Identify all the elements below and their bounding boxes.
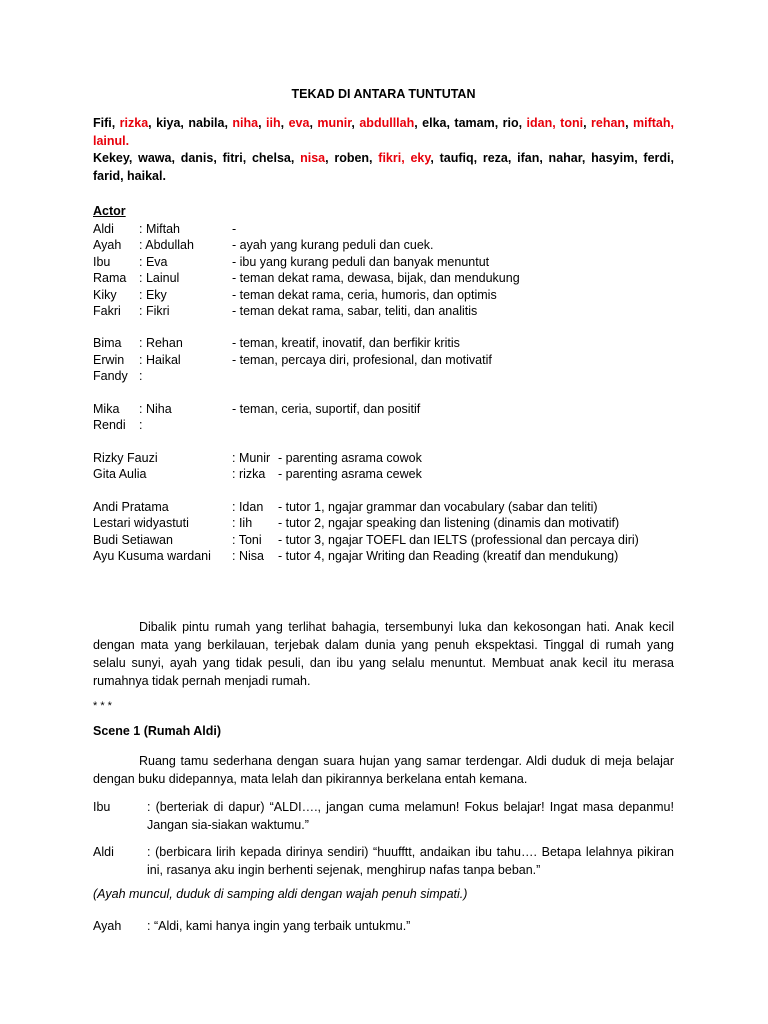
role-desc: - tutor 3, ngajar TOEFL dan IELTS (professional dan percaya diri) <box>278 533 639 547</box>
actor-desc: - teman, percaya diri, profesional, dan motivatif <box>232 353 492 367</box>
speaker: Ibu <box>93 800 111 814</box>
actor-name: Bima <box>93 336 122 350</box>
actor-name: Rendi <box>93 418 126 432</box>
role-player: : Nisa <box>232 549 264 563</box>
stage-direction: (Ayah muncul, duduk di samping aldi dengan wajah penuh simpati.) <box>93 887 468 901</box>
cast-name-highlighted: fikri, eky <box>378 151 431 165</box>
actor-desc: - teman dekat rama, dewasa, bijak, dan mendukung <box>232 271 520 285</box>
cast-list-1 <box>93 115 674 150</box>
cast-name: , kiya, nabila, <box>148 116 233 130</box>
role-player: : Iih <box>232 516 253 530</box>
cast-name-highlighted: iih <box>266 116 281 130</box>
actor-player: : Miftah <box>139 222 180 236</box>
role-player: : Munir <box>232 451 271 465</box>
actor-desc: - ibu yang kurang peduli dan banyak menuntut <box>232 255 490 269</box>
cast-name-highlighted: rehan <box>591 116 626 130</box>
actor-player: : Fikri <box>139 304 170 318</box>
role-name: Budi Setiawan <box>93 533 173 547</box>
role-name: Lestari widyastuti <box>93 516 189 530</box>
actor-player: : <box>139 418 143 432</box>
cast-name-highlighted: munir <box>317 116 352 130</box>
speaker: Aldi <box>93 845 114 859</box>
cast-name: , roben, <box>325 151 379 165</box>
cast-name-highlighted: eva <box>288 116 310 130</box>
role-player: : rizka <box>232 467 266 481</box>
cast-name-highlighted: nisa <box>300 151 326 165</box>
actor-desc: - teman dekat rama, sabar, teliti, dan analitis <box>232 304 478 318</box>
role-desc: - parenting asrama cowok <box>278 451 422 465</box>
role-desc: - tutor 1, ngajar grammar dan vocabulary (sabar dan teliti) <box>278 500 598 514</box>
scene-separator: * * * <box>93 700 112 712</box>
cast-name-highlighted: abdulllah <box>359 116 415 130</box>
dialog-line: : (berbicara lirih kepada dirinya sendiri) “huufftt, andaikan ibu tahu…. Betapa lelahnya pikiran ini, rasanya aku ingin berhenti sejenak, menghirup nafas tanpa beban.” <box>147 845 674 877</box>
dialog-ayah <box>93 917 674 935</box>
cast-name-highlighted: miftah, lainul. <box>93 116 674 148</box>
cast-name-highlighted: rizka <box>119 116 149 130</box>
role-player: : Toni <box>232 533 262 547</box>
cast-name-highlighted: niha <box>232 116 259 130</box>
actor-desc: - teman dekat rama, ceria, humoris, dan optimis <box>232 288 497 302</box>
actor-player: : Niha <box>139 402 172 416</box>
actor-name: Fakri <box>93 304 121 318</box>
cast-name: , <box>583 116 592 130</box>
cast-name: , <box>625 116 633 130</box>
cast-name: , <box>258 116 267 130</box>
actor-name: Ayah <box>93 238 122 252</box>
actor-desc: - teman, kreatif, inovatif, dan berfikir kritis <box>232 336 460 350</box>
cast-name: Fifi, <box>93 116 120 130</box>
role-player: : Idan <box>232 500 264 514</box>
dialog-line: : (berteriak di dapur) “ALDI…., jangan cuma melamun! Fokus belajar! Ingat masa depanmu! Jangan sia-siakan waktumu.” <box>147 800 674 832</box>
role-desc: - tutor 2, ngajar speaking dan listening (dinamis dan motivatif) <box>278 516 620 530</box>
actor-name: Ibu <box>93 255 111 269</box>
role-name: Rizky Fauzi <box>93 451 158 465</box>
cast-name: , <box>309 116 318 130</box>
document-title: TEKAD DI ANTARA TUNTUTAN <box>291 87 476 101</box>
scene-description: Ruang tamu sederhana dengan suara hujan yang samar terdengar. Aldi duduk di meja belajar dengan buku didepannya, mata lelah dan pikirannya berkelana entah kemana. <box>93 754 674 786</box>
role-desc: - tutor 4, ngajar Writing dan Reading (kreatif dan mendukung) <box>278 549 619 563</box>
cast-name: , elka, tamam, rio, <box>414 116 527 130</box>
cast-name: , <box>351 116 360 130</box>
actor-player: : Rehan <box>139 336 183 350</box>
role-name: Andi Pratama <box>93 500 169 514</box>
actor-name: Kiky <box>93 288 117 302</box>
actor-player: : Haikal <box>139 353 181 367</box>
actor-desc: - teman, ceria, suportif, dan positif <box>232 402 421 416</box>
role-name: Gita Aulia <box>93 467 147 481</box>
actor-player: : <box>139 369 143 383</box>
actor-heading: Actor <box>93 204 126 218</box>
speaker: Ayah <box>93 919 122 933</box>
cast-name: Kekey, wawa, danis, fitri, chelsa, <box>93 151 301 165</box>
scene-title: Scene 1 (Rumah Aldi) <box>93 724 222 738</box>
cast-name: , taufiq, reza, ifan, nahar, hasyim, ferdi, farid, haikal. <box>93 151 674 183</box>
role-name: Ayu Kusuma wardani <box>93 549 211 563</box>
actor-name: Rama <box>93 271 127 285</box>
actor-name: Mika <box>93 402 120 416</box>
actor-name: Erwin <box>93 353 125 367</box>
cast-name: , <box>280 116 289 130</box>
actor-desc: - ayah yang kurang peduli dan cuek. <box>232 238 434 252</box>
actor-player: : Lainul <box>139 271 180 285</box>
role-desc: - parenting asrama cewek <box>278 467 422 481</box>
intro-paragraph: Dibalik pintu rumah yang terlihat bahagia, tersembunyi luka dan kekosongan hati. Anak kecil dengan mata yang berkilauan, terjebak dalam dunia yang penuh ekspektasi. Tinggal di rumah yang selalu sunyi, ayah yang tidak pesuli, dan ibu yang selalu menuntut. Membuat anak kecil itu merasa rumahnya tidak pernah menjadi rumah. <box>93 620 674 688</box>
actor-player: : Eky <box>139 288 167 302</box>
cast-list-2 <box>93 150 674 185</box>
actor-name: Fandy <box>93 369 128 383</box>
dialog-line: : “Aldi, kami hanya ingin yang terbaik untukmu.” <box>147 919 411 933</box>
actor-player: : Eva <box>139 255 168 269</box>
dialog-aldi <box>93 843 674 879</box>
actor-desc: - <box>232 222 237 236</box>
actor-player: : Abdullah <box>139 238 194 252</box>
actor-name: Aldi <box>93 222 114 236</box>
dialog-ibu <box>93 798 674 834</box>
cast-name-highlighted: idan, toni <box>526 116 584 130</box>
